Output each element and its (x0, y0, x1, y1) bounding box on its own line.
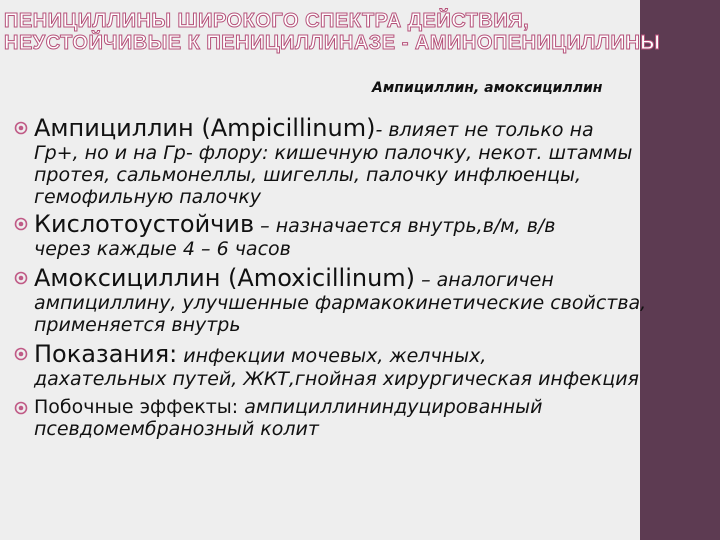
item-lead-text: – аналогичен (415, 269, 554, 291)
slide-subtitle: Ампициллин, амоксициллин (372, 80, 603, 96)
slide-title-line-1: ПЕНИЦИЛЛИНЫ ШИРОКОГО СПЕКТРА ДЕЙСТВИЯ, (4, 10, 530, 32)
bullet-target-icon (14, 271, 28, 285)
item-name: Ампициллин (Ampicillinum) (34, 114, 376, 142)
item-name: Побочные эффекты: (34, 396, 239, 418)
item-lead-text: инфекции мочевых, желчных, (177, 345, 487, 367)
list-item (14, 396, 654, 440)
slide-title-line-2: НЕУСТОЙЧИВЫЕ К ПЕНИЦИЛЛИНАЗЕ - АМИНОПЕНИЦИЛЛИНЫ (4, 32, 661, 54)
bullet-target-icon (14, 121, 28, 135)
bullet-target-icon (14, 217, 28, 231)
item-lead-text: – назначается внутрь,в/м, в/в (254, 215, 556, 237)
item-continuation: ампициллину, улучшенные фармакокинетические свойства, применяется внутрь (34, 292, 647, 336)
bullet-target-icon (14, 347, 28, 361)
bullet-list (14, 114, 654, 440)
item-continuation: дахательных путей, ЖКТ,гнойная хирургическая инфекция (34, 368, 639, 390)
slide-title (4, 10, 704, 54)
list-item (14, 210, 654, 260)
item-name: Кислотоустойчив (34, 210, 255, 238)
list-item (14, 340, 654, 390)
bullet-target-icon (14, 401, 28, 415)
item-lead-text: ампициллининдуцированный (238, 396, 543, 418)
item-name: Показания: (34, 340, 178, 368)
item-name: Амоксициллин (Amoxicillinum) (34, 264, 416, 292)
item-lead-text: - влияет не только на (375, 119, 594, 141)
item-continuation: псевдомембранозный колит (34, 418, 319, 440)
list-item (14, 264, 654, 336)
item-continuation: Гр+, но и на Гр- флору: кишечную палочку, некот. штаммы протея, сальмонеллы, шигеллы, палочку инфлюенцы, гемофильную палочку (34, 142, 633, 208)
list-item (14, 114, 654, 208)
item-continuation: через каждые 4 – 6 часов (34, 238, 291, 260)
